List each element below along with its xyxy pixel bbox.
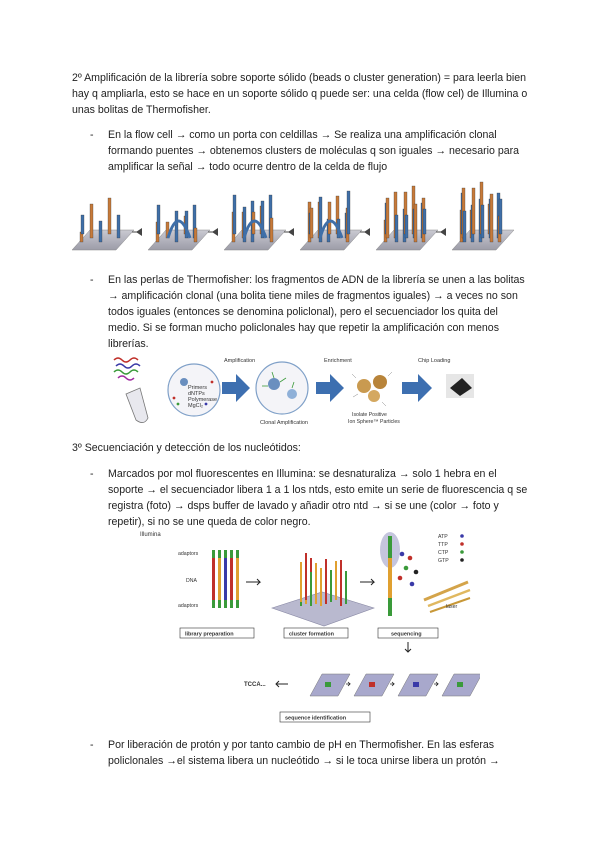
ion-sphere-particles <box>352 372 392 406</box>
label-dntps: dNTPs <box>188 391 205 397</box>
bead-amplification-figure <box>112 352 484 430</box>
bullet-illumina-fluorescence: Marcados por mol fluorescentes en Illumina: se desnaturaliza → solo 1 hebra en el soporte → el secuenciador libera 1 a 1 los ntds, esto emite un serie de fluorescencia q se registra (foto) → dsps buffer de lavado y añadir otro ntd → si se une (color → foto y repetir), si no se une queda de color negro. <box>108 468 528 528</box>
label-laser: laser <box>446 604 458 610</box>
section-3-heading: 3º Secuenciación y detección de los nucleótidos: <box>72 442 301 454</box>
label-amplification: Amplification <box>224 358 256 364</box>
bullet-marker: - <box>90 739 94 751</box>
flow-cell-panel <box>376 186 446 250</box>
label-chip-loading: Chip Loading <box>418 358 451 364</box>
dna-strands <box>212 550 239 608</box>
flow-cell-panel <box>72 198 142 250</box>
label-enrichment: Enrichment <box>324 358 352 364</box>
bullet-flow-cell: En la flow cell → como un porta con celdillas → Se realiza una amplificación clonal formando puentes → obtenemos clusters de moléculas q son iguales → necesario para amplificar la señal → todo ocurre dentro de la celda de flujo <box>108 129 520 173</box>
tube-icon <box>126 388 148 423</box>
bullet-marker: - <box>90 274 94 286</box>
label-sequencing: sequencing <box>391 631 422 638</box>
flow-cell-panel <box>300 191 370 250</box>
label-polymerase: Polymerase <box>188 397 218 403</box>
label-illumina: Illumina <box>140 532 161 538</box>
nucleotide-dots <box>398 552 419 587</box>
label-clonal-amplification: Clonal Amplification <box>260 420 308 426</box>
label-adaptors-bottom: adaptors <box>178 603 199 609</box>
library-fragments <box>114 358 140 380</box>
arrow-icon <box>402 374 432 402</box>
label-ttp: TTP <box>438 542 448 548</box>
chip-icon <box>446 374 474 398</box>
label-primers: Primers <box>188 385 207 391</box>
label-sequence-identification: sequence identification <box>285 715 347 722</box>
illumina-sequencing-figure <box>140 528 480 728</box>
bridge-amplification-figure <box>70 172 530 262</box>
bullet-thermofisher-beads: En las perlas de Thermofisher: los fragmentos de ADN de la librería se unen a las bolitas → amplificación clonal (una bolita tiene miles de fragmentos iguales) → a veces no son todos iguales (entonces se denomina policlonal), pero el secuenciador los quita del medio. Si se forman mucho policlonales hay que repetir la amplificación con menos librerías. <box>108 274 525 350</box>
label-atp: ATP <box>438 534 448 540</box>
flow-cell-panel <box>148 205 218 250</box>
bullet-marker: - <box>90 129 94 141</box>
label-ctp: CTP <box>438 550 449 556</box>
label-isolate-positive: Isolate Positive <box>352 412 387 418</box>
label-library-preparation: library preparation <box>185 631 234 638</box>
arrow-icon <box>316 374 344 402</box>
label-cluster-formation: cluster formation <box>289 631 334 638</box>
arrow-icon <box>222 374 250 402</box>
label-gtp: GTP <box>438 558 449 564</box>
flow-cell-panel <box>224 195 294 250</box>
label-ion-sphere: Ion Sphere™ Particles <box>348 419 400 425</box>
section-2-paragraph: 2º Amplificación de la librería sobre soporte sólido (beads o cluster generation) = para leerla bien hay q ampliarla, esto se hace en un soporte sólido q puede ser: una celda (flow cel) de Illumina o unas bolitas de Thermofisher. <box>72 72 528 116</box>
flow-cell-panel <box>452 182 514 250</box>
bullet-thermofisher-proton: Por liberación de protón y por tanto cambio de pH en Thermofisher. En las esferas policlonales →el sistema libera un nucleótido → si le toca unirse libera un protón → <box>108 739 500 767</box>
label-adaptors-top: adaptors <box>178 551 199 557</box>
label-tcca: TCCA... <box>244 682 266 688</box>
label-dna: DNA <box>186 578 197 584</box>
bullet-marker: - <box>90 468 94 480</box>
label-mgcl: MgCl₂ <box>188 403 203 409</box>
